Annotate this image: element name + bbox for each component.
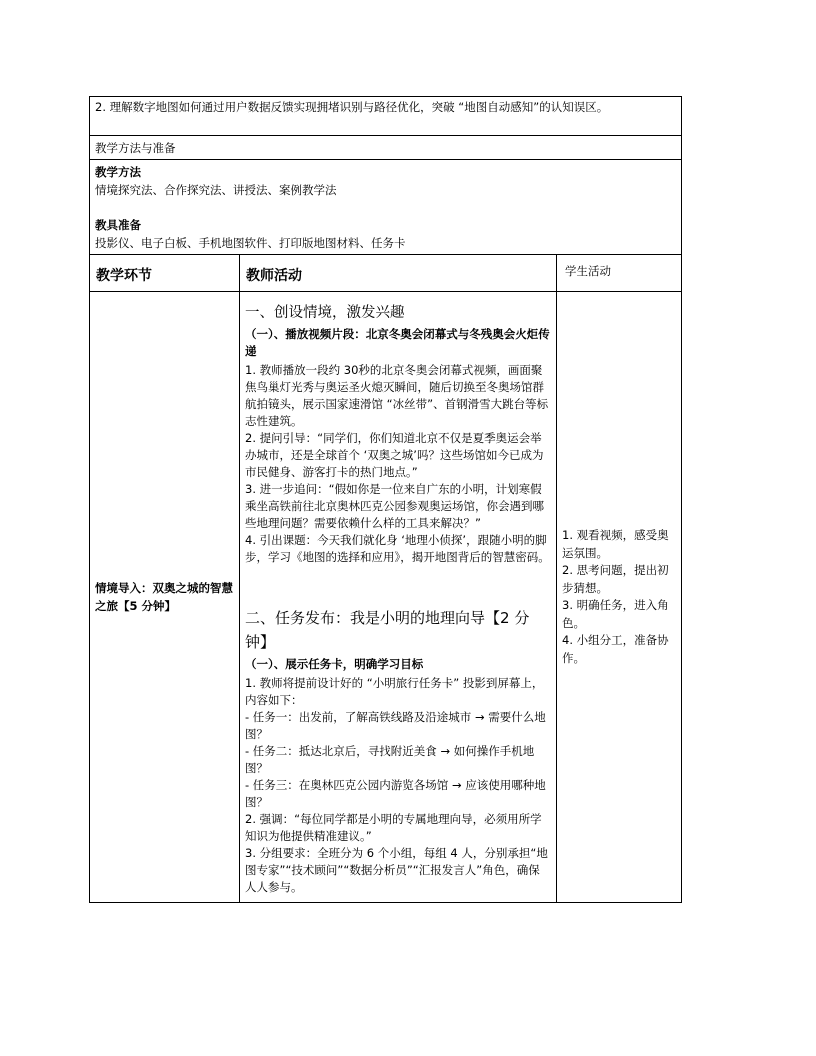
- section2-item: 1. 教师将提前设计好的 “小明旅行任务卡” 投影到屏幕上，内容如下：: [245, 676, 544, 707]
- student-activities: [557, 525, 681, 669]
- section2-item: - 任务二：抵达北京后，寻找附近美食 → 如何操作手机地图？: [245, 744, 535, 775]
- section1-title: 一、创设情境，激发兴趣: [245, 305, 405, 321]
- section1-item: 1. 教师播放一段约 30秒的北京冬奥会闭幕式视频，画面聚焦鸟巢灯光秀与奥运圣火熄灭瞬间，随后切换至冬奥场馆群航拍镜头，展示国家速滑馆 “冰丝带”、首钢滑雪大跳台等标志性建筑。: [245, 363, 549, 428]
- document-page: [89, 96, 681, 903]
- tools-text: 投影仪、电子白板、手机地图软件、打印版地图材料、任务卡: [95, 236, 406, 250]
- section2-item: 2. 强调：“每位同学都是小明的专属地理向导，必须用所学知识为他提供精准建议。”: [245, 812, 542, 843]
- student-activity-item: 1. 观看视频，感受奥运氛围。: [562, 528, 669, 560]
- student-activity-item: 3. 明确任务，进入角色。: [562, 598, 669, 630]
- section1-item: 3. 进一步追问：“假如你是一位来自广东的小明，计划寒假乘坐高铁前往北京奥林匹克公园参观奥运场馆，你会遇到哪些地理问题？需要依赖什么样的工具来解决？”: [245, 482, 544, 530]
- section2-item: 3. 分组要求：全班分为 6 个小组，每组 4 人，分别承担“地图专家”“技术顾问”“数据分析员”“汇报发言人”角色，确保人人参与。: [245, 846, 548, 894]
- goal-text: 2. 理解数字地图如何通过用户数据反馈实现拥堵识别与路径优化，突破 “地图自动感知”的认知误区。: [95, 100, 609, 114]
- methods-row: [90, 160, 682, 255]
- section2-title: 二、任务发布：我是小明的地理向导【2 分钟】: [245, 609, 530, 651]
- goal-row: [90, 97, 682, 136]
- section2-subtitle: （一）、展示任务卡，明确学习目标: [245, 657, 424, 671]
- section2-item: - 任务一：出发前，了解高铁线路及沿途城市 → 需要什么地图？: [245, 710, 546, 741]
- section1-subtitle: （一）、播放视频片段：北京冬奥会闭幕式与冬残奥会火炬传递: [245, 327, 550, 358]
- section1-item: 4. 引出课题：今天我们就化身 ‘地理小侦探’，跟随小明的脚步，学习《地图的选择和应用》，揭开地图背后的智慧密码。: [245, 533, 550, 564]
- section1-item: 2. 提问引导：“同学们，你们知道北京不仅是夏季奥运会举办城市，还是全球首个 ‘双奥之城’吗？这些场馆如今已成为市民健身、游客打卡的热门地点。”: [245, 431, 544, 479]
- section2-item: - 任务三：在奥林匹克公园内游览各场馆 → 应该使用哪种地图？: [245, 778, 546, 809]
- student-activity-item: 2. 思考问题，提出初步猜想。: [562, 563, 669, 595]
- header-student: 学生活动: [565, 264, 611, 278]
- stage-label: 情境导入：双奥之城的智慧之旅【5 分钟】: [95, 581, 233, 613]
- methods-text: 情境探究法、合作探究法、讲授法、案例教学法: [95, 183, 337, 197]
- methods-header-row: [90, 136, 682, 160]
- header-stage: 教学环节: [96, 268, 152, 284]
- header-teacher: 教师活动: [246, 268, 302, 284]
- content-row: [90, 292, 682, 903]
- methods-title: 教学方法: [95, 165, 141, 179]
- tools-title: 教具准备: [95, 218, 141, 232]
- student-activity-item: 4. 小组分工，准备协作。: [562, 633, 669, 665]
- table-header-row: [90, 255, 682, 292]
- lesson-plan-table: [89, 96, 682, 903]
- methods-header: 教学方法与准备: [95, 141, 176, 155]
